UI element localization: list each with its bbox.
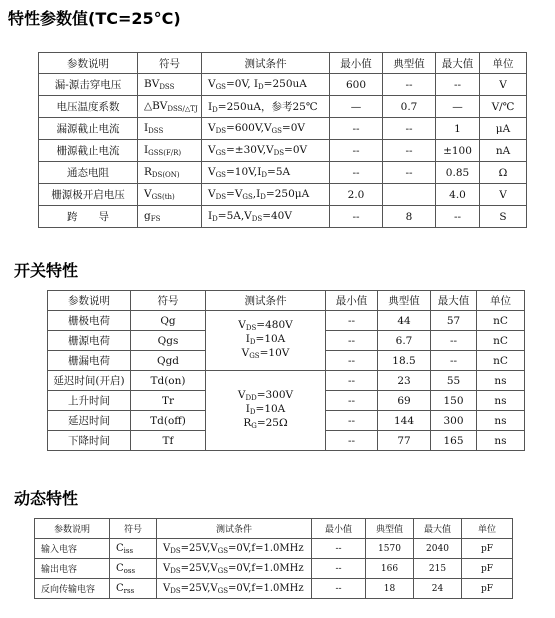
symbol-cell: Qgd <box>131 351 206 371</box>
max-cell: -- <box>436 74 480 96</box>
typ-cell: 6.7 <box>378 331 431 351</box>
static-header-cell: 典型值 <box>383 53 436 74</box>
symbol-cell: $I_{GSS(F/R)}$ <box>138 140 202 162</box>
symbol-cell: $R_{DS(ON)}$ <box>138 162 202 184</box>
dynamic-header-cell: 最小值 <box>312 519 366 539</box>
switch-header-cell: 测试条件 <box>206 291 326 311</box>
condition-cell: $I_D=250uA$，参考25℃ <box>202 96 330 118</box>
param-cell: 栅源极开启电压 <box>39 184 138 206</box>
min-cell: -- <box>326 411 378 431</box>
symbol-cell: $C_{rss}$ <box>110 579 157 599</box>
table-row <box>48 371 525 391</box>
static-header-cell: 最小值 <box>330 53 383 74</box>
typ-cell: 44 <box>378 311 431 331</box>
static-header-cell: 单位 <box>480 53 527 74</box>
condition-cell: $V_{GS}=\pm 30V,V_{DS}=0V$ <box>202 140 330 162</box>
unit-cell: nC <box>477 311 525 331</box>
dynamic-section-title: 动态特性 <box>14 489 79 508</box>
max-cell: -- <box>436 206 480 228</box>
max-cell: 24 <box>414 579 462 599</box>
max-cell: ±100 <box>436 140 480 162</box>
table-row <box>35 539 513 559</box>
typ-cell: 23 <box>378 371 431 391</box>
max-cell: 2040 <box>414 539 462 559</box>
unit-cell: V/℃ <box>480 96 527 118</box>
condition-group-cell: $V_{DD}=300V$ $I_D=10A$ $R_G=25\Omega$ <box>206 371 326 451</box>
dynamic-header-cell: 典型值 <box>366 519 414 539</box>
switching-characteristics-table <box>47 290 525 451</box>
param-cell: 电压温度系数 <box>39 96 138 118</box>
unit-cell: Ω <box>480 162 527 184</box>
table-row <box>39 206 527 228</box>
min-cell: -- <box>326 331 378 351</box>
switch-header-cell: 最小值 <box>326 291 378 311</box>
table-row <box>48 311 525 331</box>
unit-cell: ns <box>477 371 525 391</box>
static-characteristics-table <box>38 52 527 228</box>
param-cell: 下降时间 <box>48 431 131 451</box>
symbol-cell: $V_{GS(th)}$ <box>138 184 202 206</box>
static-header-row <box>39 53 527 74</box>
param-cell: 栅极电荷 <box>48 311 131 331</box>
switch-section-title: 开关特性 <box>14 261 79 280</box>
unit-cell: pF <box>462 579 513 599</box>
condition-cell: $V_{DS}=25V,V_{GS}=0V,f=1.0MHz$ <box>157 539 312 559</box>
unit-cell: nC <box>477 331 525 351</box>
typ-cell: 166 <box>366 559 414 579</box>
min-cell: — <box>330 96 383 118</box>
min-cell: -- <box>330 162 383 184</box>
dynamic-header-row <box>35 519 513 539</box>
max-cell: 165 <box>431 431 477 451</box>
symbol-cell: Td(on) <box>131 371 206 391</box>
unit-cell: V <box>480 184 527 206</box>
static-header-cell: 参数说明 <box>39 53 138 74</box>
min-cell: 600 <box>330 74 383 96</box>
max-cell: 150 <box>431 391 477 411</box>
symbol-cell: $g_{FS}$ <box>138 206 202 228</box>
param-cell: 跨 导 <box>39 206 138 228</box>
switch-header-cell: 典型值 <box>378 291 431 311</box>
param-cell: 栅源截止电流 <box>39 140 138 162</box>
typ-cell <box>383 184 436 206</box>
condition-cell: $V_{GS}=0V$, $I_D=250uA$ <box>202 74 330 96</box>
condition-cell: $V_{DS}=600V,V_{GS}=0V$ <box>202 118 330 140</box>
condition-cell: $I_D=5A,V_{DS}=40V$ <box>202 206 330 228</box>
typ-cell: 1570 <box>366 539 414 559</box>
symbol-cell: Qg <box>131 311 206 331</box>
param-cell: 上升时间 <box>48 391 131 411</box>
switch-header-cell: 符号 <box>131 291 206 311</box>
symbol-cell: $C_{iss}$ <box>110 539 157 559</box>
symbol-cell: $C_{oss}$ <box>110 559 157 579</box>
unit-cell: ns <box>477 391 525 411</box>
min-cell: -- <box>312 579 366 599</box>
table-row <box>35 559 513 579</box>
typ-cell: 8 <box>383 206 436 228</box>
unit-cell: ns <box>477 411 525 431</box>
typ-cell: 18 <box>366 579 414 599</box>
min-cell: -- <box>326 351 378 371</box>
condition-cell: $V_{DS}=25V,V_{GS}=0V,f=1.0MHz$ <box>157 559 312 579</box>
unit-cell: μA <box>480 118 527 140</box>
dynamic-characteristics-table <box>34 518 513 599</box>
unit-cell: ns <box>477 431 525 451</box>
min-cell: -- <box>326 431 378 451</box>
max-cell: 57 <box>431 311 477 331</box>
param-cell: 输出电容 <box>35 559 110 579</box>
symbol-cell: Td(off) <box>131 411 206 431</box>
unit-cell: nC <box>477 351 525 371</box>
min-cell: -- <box>312 559 366 579</box>
symbol-cell: $BV_{DSS}$ <box>138 74 202 96</box>
max-cell: 0.85 <box>436 162 480 184</box>
typ-cell: 18.5 <box>378 351 431 371</box>
switch-header-row <box>48 291 525 311</box>
min-cell: -- <box>330 118 383 140</box>
switch-header-cell: 单位 <box>477 291 525 311</box>
unit-cell: pF <box>462 539 513 559</box>
param-cell: 栅漏电荷 <box>48 351 131 371</box>
typ-cell: -- <box>383 74 436 96</box>
dynamic-header-cell: 参数说明 <box>35 519 110 539</box>
param-cell: 漏源截止电流 <box>39 118 138 140</box>
condition-cell: $V_{GS}=10V,I_D=5A$ <box>202 162 330 184</box>
max-cell: 300 <box>431 411 477 431</box>
symbol-cell: Tr <box>131 391 206 411</box>
dynamic-header-cell: 最大值 <box>414 519 462 539</box>
table-row <box>39 74 527 96</box>
typ-cell: 144 <box>378 411 431 431</box>
typ-cell: 0.7 <box>383 96 436 118</box>
max-cell: 4.0 <box>436 184 480 206</box>
unit-cell: S <box>480 206 527 228</box>
typ-cell: 77 <box>378 431 431 451</box>
dynamic-header-cell: 符号 <box>110 519 157 539</box>
param-cell: 反向传输电容 <box>35 579 110 599</box>
unit-cell: pF <box>462 559 513 579</box>
max-cell: 1 <box>436 118 480 140</box>
max-cell: -- <box>431 331 477 351</box>
typ-cell: -- <box>383 118 436 140</box>
table-row <box>35 579 513 599</box>
condition-group-cell: $V_{DS}=480V$ $I_D=10A$ $V_{GS}=10V$ <box>206 311 326 371</box>
min-cell: 2.0 <box>330 184 383 206</box>
typ-cell: -- <box>383 162 436 184</box>
static-header-cell: 符号 <box>138 53 202 74</box>
table-row <box>39 118 527 140</box>
static-header-cell: 测试条件 <box>202 53 330 74</box>
min-cell: -- <box>326 371 378 391</box>
max-cell: 215 <box>414 559 462 579</box>
max-cell: -- <box>431 351 477 371</box>
max-cell: — <box>436 96 480 118</box>
typ-cell: -- <box>383 140 436 162</box>
dynamic-header-cell: 测试条件 <box>157 519 312 539</box>
table-row <box>39 96 527 118</box>
param-cell: 延迟时间(开启) <box>48 371 131 391</box>
static-header-cell: 最大值 <box>436 53 480 74</box>
switch-header-cell: 最大值 <box>431 291 477 311</box>
param-cell: 栅源电荷 <box>48 331 131 351</box>
param-cell: 延迟时间 <box>48 411 131 431</box>
param-cell: 通态电阻 <box>39 162 138 184</box>
table-row <box>39 184 527 206</box>
static-section-title: 特性参数值(TC=25°C) <box>8 9 181 28</box>
min-cell: -- <box>326 311 378 331</box>
symbol-cell: Tf <box>131 431 206 451</box>
condition-cell: $V_{DS}=V_{GS},I_D=250\mu A$ <box>202 184 330 206</box>
symbol-cell: Qgs <box>131 331 206 351</box>
table-row <box>39 162 527 184</box>
dynamic-header-cell: 单位 <box>462 519 513 539</box>
typ-cell: 69 <box>378 391 431 411</box>
table-row <box>39 140 527 162</box>
param-cell: 漏-源击穿电压 <box>39 74 138 96</box>
switch-header-cell: 参数说明 <box>48 291 131 311</box>
min-cell: -- <box>330 140 383 162</box>
unit-cell: nA <box>480 140 527 162</box>
unit-cell: V <box>480 74 527 96</box>
min-cell: -- <box>326 391 378 411</box>
param-cell: 输入电容 <box>35 539 110 559</box>
min-cell: -- <box>312 539 366 559</box>
max-cell: 55 <box>431 371 477 391</box>
symbol-cell: $I_{DSS}$ <box>138 118 202 140</box>
condition-cell: $V_{DS}=25V,V_{GS}=0V,f=1.0MHz$ <box>157 579 312 599</box>
min-cell: -- <box>330 206 383 228</box>
symbol-cell: $\triangle BV_{DSS/\triangle TJ}$ <box>138 96 202 118</box>
